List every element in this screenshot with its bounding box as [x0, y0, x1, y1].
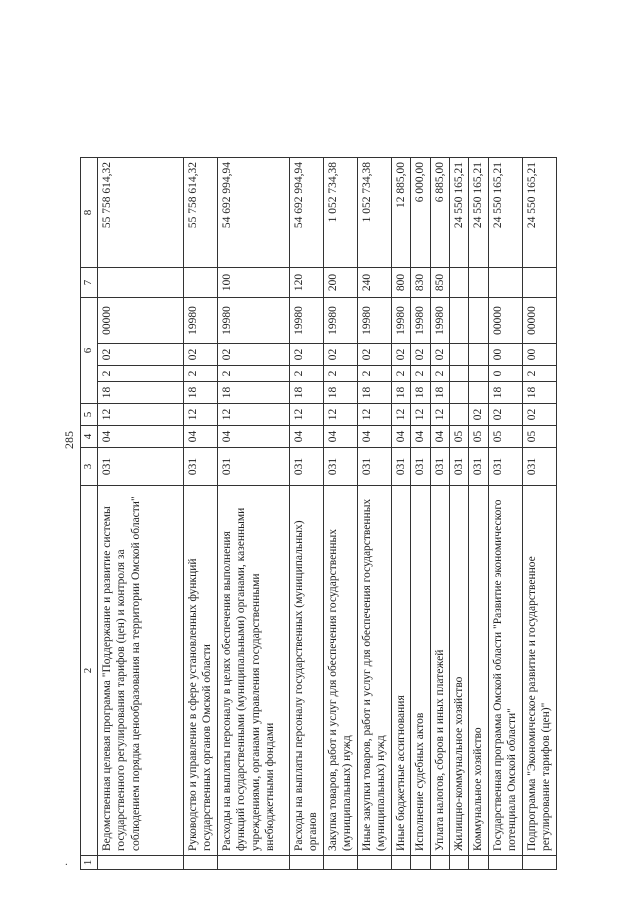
cell-c3: 031 — [411, 448, 430, 486]
cell-name: Расходы на выплаты персоналу государственных (муниципальных) органов — [289, 486, 323, 856]
col-header-3: 3 — [81, 448, 98, 486]
cell-empty — [183, 856, 217, 870]
cell-a: 18 — [411, 382, 430, 404]
cell-c: 00 — [522, 344, 556, 366]
cell-c4: 05 — [469, 426, 488, 448]
cell-c5: 12 — [289, 404, 323, 426]
cell-a: 18 — [183, 382, 217, 404]
cell-d: 19980 — [411, 298, 430, 344]
cell-empty — [323, 856, 357, 870]
cell-c3: 031 — [469, 448, 488, 486]
cell-a: 18 — [522, 382, 556, 404]
cell-c4: 05 — [522, 426, 556, 448]
col-header-2: 2 — [81, 486, 98, 856]
cell-b: 2 — [411, 366, 430, 382]
cell-b — [449, 366, 468, 382]
cell-a: 18 — [289, 382, 323, 404]
cell-c7: 830 — [411, 268, 430, 298]
table-row — [323, 158, 357, 870]
cell-b: 2 — [217, 366, 289, 382]
cell-a: 18 — [488, 382, 522, 404]
cell-c5: 12 — [183, 404, 217, 426]
cell-empty — [488, 856, 522, 870]
cell-amount: 24 550 165,21 — [449, 158, 468, 268]
cell-a — [449, 382, 468, 404]
cell-d — [469, 298, 488, 344]
table-row — [97, 158, 183, 870]
cell-c3: 031 — [217, 448, 289, 486]
table-row — [357, 158, 391, 870]
cell-a: 18 — [97, 382, 183, 404]
cell-c4: 04 — [391, 426, 410, 448]
table-row — [391, 158, 410, 870]
cell-c5: 02 — [522, 404, 556, 426]
col-header-4: 4 — [81, 426, 98, 448]
cell-name: Закупка товаров, работ и услуг для обеспечения государственных (муниципальных) нужд — [323, 486, 357, 856]
col-header-8: 8 — [81, 158, 98, 268]
cell-d: 00000 — [522, 298, 556, 344]
cell-a: 18 — [430, 382, 449, 404]
cell-amount: 55 758 614,32 — [97, 158, 183, 268]
cell-name: Иные закупки товаров, работ и услуг для обеспечения государственных (муниципальных) нужд — [357, 486, 391, 856]
cell-c: 02 — [430, 344, 449, 366]
cell-c7: 100 — [217, 268, 289, 298]
scan-mark: · — [62, 862, 73, 866]
cell-name: Руководство и управление в сфере установленных функций государственных органов Омской области — [183, 486, 217, 856]
cell-empty — [97, 856, 183, 870]
cell-amount: 24 550 165,21 — [522, 158, 556, 268]
cell-c4: 04 — [323, 426, 357, 448]
table-body — [97, 158, 556, 870]
cell-c3: 031 — [97, 448, 183, 486]
cell-amount: 1 052 734,38 — [323, 158, 357, 268]
cell-d: 19980 — [430, 298, 449, 344]
cell-b: 2 — [97, 366, 183, 382]
cell-c5: 12 — [391, 404, 410, 426]
cell-empty — [217, 856, 289, 870]
cell-d — [449, 298, 468, 344]
table-row — [183, 158, 217, 870]
cell-c4: 04 — [217, 426, 289, 448]
cell-c4: 04 — [289, 426, 323, 448]
cell-c: 02 — [323, 344, 357, 366]
cell-c3: 031 — [488, 448, 522, 486]
cell-empty — [411, 856, 430, 870]
cell-name: Ведомственная целевая программа "Поддержание и развитие системы государственного регулирования тарифов (цен) и контроля за соблюдением порядка ценообразования на территории Омской области" — [97, 486, 183, 856]
cell-c5: 02 — [488, 404, 522, 426]
cell-c: 02 — [183, 344, 217, 366]
cell-c: 00 — [488, 344, 522, 366]
cell-c4: 04 — [430, 426, 449, 448]
cell-amount: 12 885,00 — [391, 158, 410, 268]
cell-c5: 12 — [97, 404, 183, 426]
cell-amount: 1 052 734,38 — [357, 158, 391, 268]
cell-c7 — [449, 268, 468, 298]
cell-d: 00000 — [488, 298, 522, 344]
cell-empty — [522, 856, 556, 870]
cell-b: 0 — [488, 366, 522, 382]
cell-d: 19980 — [183, 298, 217, 344]
table-row — [430, 158, 449, 870]
cell-amount: 54 692 994,94 — [217, 158, 289, 268]
rotated-page — [56, 0, 640, 880]
cell-c5: 12 — [323, 404, 357, 426]
cell-c7: 240 — [357, 268, 391, 298]
cell-a: 18 — [357, 382, 391, 404]
cell-b: 2 — [289, 366, 323, 382]
cell-amount: 6 885,00 — [430, 158, 449, 268]
cell-amount: 24 550 165,21 — [469, 158, 488, 268]
cell-c7 — [97, 268, 183, 298]
table-row — [469, 158, 488, 870]
col-header-1: 1 — [81, 856, 98, 870]
cell-empty — [449, 856, 468, 870]
cell-a: 18 — [323, 382, 357, 404]
cell-name: Жилищно-коммунальное хозяйство — [449, 486, 468, 856]
cell-d: 19980 — [323, 298, 357, 344]
cell-empty — [391, 856, 410, 870]
cell-a — [469, 382, 488, 404]
table-row — [411, 158, 430, 870]
cell-c — [449, 344, 468, 366]
cell-c: 02 — [357, 344, 391, 366]
cell-b: 2 — [430, 366, 449, 382]
table-row — [522, 158, 556, 870]
cell-c3: 031 — [183, 448, 217, 486]
cell-c: 02 — [289, 344, 323, 366]
cell-c7: 120 — [289, 268, 323, 298]
table-row — [488, 158, 522, 870]
cell-empty — [289, 856, 323, 870]
cell-c5: 12 — [357, 404, 391, 426]
cell-a: 18 — [391, 382, 410, 404]
cell-name: Иные бюджетные ассигнования — [391, 486, 410, 856]
budget-table — [80, 157, 557, 870]
col-header-7: 7 — [81, 268, 98, 298]
cell-c4: 05 — [449, 426, 468, 448]
cell-d: 19980 — [391, 298, 410, 344]
cell-c5: 12 — [217, 404, 289, 426]
cell-c5: 12 — [430, 404, 449, 426]
cell-c4: 04 — [183, 426, 217, 448]
cell-c7: 850 — [430, 268, 449, 298]
cell-c3: 031 — [522, 448, 556, 486]
cell-c5: 02 — [469, 404, 488, 426]
cell-c3: 031 — [430, 448, 449, 486]
cell-c7: 200 — [323, 268, 357, 298]
cell-c3: 031 — [289, 448, 323, 486]
cell-c3: 031 — [391, 448, 410, 486]
cell-empty — [469, 856, 488, 870]
cell-c5: 12 — [411, 404, 430, 426]
cell-c: 02 — [217, 344, 289, 366]
cell-c: 02 — [391, 344, 410, 366]
cell-c4: 05 — [488, 426, 522, 448]
col-header-6: 6 — [81, 298, 98, 404]
table-row — [449, 158, 468, 870]
cell-c — [469, 344, 488, 366]
cell-name: Уплата налогов, сборов и иных платежей — [430, 486, 449, 856]
cell-amount: 54 692 994,94 — [289, 158, 323, 268]
cell-c4: 04 — [411, 426, 430, 448]
table-row — [289, 158, 323, 870]
cell-c: 02 — [97, 344, 183, 366]
cell-c4: 04 — [97, 426, 183, 448]
cell-b: 2 — [391, 366, 410, 382]
cell-name: Коммунальное хозяйство — [469, 486, 488, 856]
cell-name: Расходы на выплаты персоналу в целях обеспечения выполнения функций государственными (муниципальными) органами, казенными учреждениями, органами управления государственными внебюджетными фондами — [217, 486, 289, 856]
cell-b: 2 — [522, 366, 556, 382]
cell-d: 19980 — [289, 298, 323, 344]
cell-c7 — [488, 268, 522, 298]
cell-b: 2 — [357, 366, 391, 382]
cell-c7 — [183, 268, 217, 298]
page-number: 285 — [62, 431, 76, 449]
cell-c5 — [449, 404, 468, 426]
cell-a: 18 — [217, 382, 289, 404]
cell-amount: 6 000,00 — [411, 158, 430, 268]
header-row — [81, 158, 98, 870]
cell-d: 00000 — [97, 298, 183, 344]
cell-d: 19980 — [217, 298, 289, 344]
cell-c7: 800 — [391, 268, 410, 298]
cell-b — [469, 366, 488, 382]
cell-c4: 04 — [357, 426, 391, 448]
cell-name: Подпрограмма "Экономическое развитие и государственное регулирование тарифов (цен)" — [522, 486, 556, 856]
cell-c3: 031 — [357, 448, 391, 486]
cell-b: 2 — [323, 366, 357, 382]
cell-empty — [357, 856, 391, 870]
cell-c7 — [469, 268, 488, 298]
cell-empty — [430, 856, 449, 870]
cell-d: 19980 — [357, 298, 391, 344]
col-header-5: 5 — [81, 404, 98, 426]
cell-amount: 24 550 165,21 — [488, 158, 522, 268]
cell-c3: 031 — [323, 448, 357, 486]
cell-b: 2 — [183, 366, 217, 382]
cell-c3: 031 — [449, 448, 468, 486]
table-row — [217, 158, 289, 870]
cell-name: Государственная программа Омской области "Развитие экономического потенциала Омской области" — [488, 486, 522, 856]
cell-c: 02 — [411, 344, 430, 366]
cell-name: Исполнение судебных актов — [411, 486, 430, 856]
cell-amount: 55 758 614,32 — [183, 158, 217, 268]
cell-c7 — [522, 268, 556, 298]
